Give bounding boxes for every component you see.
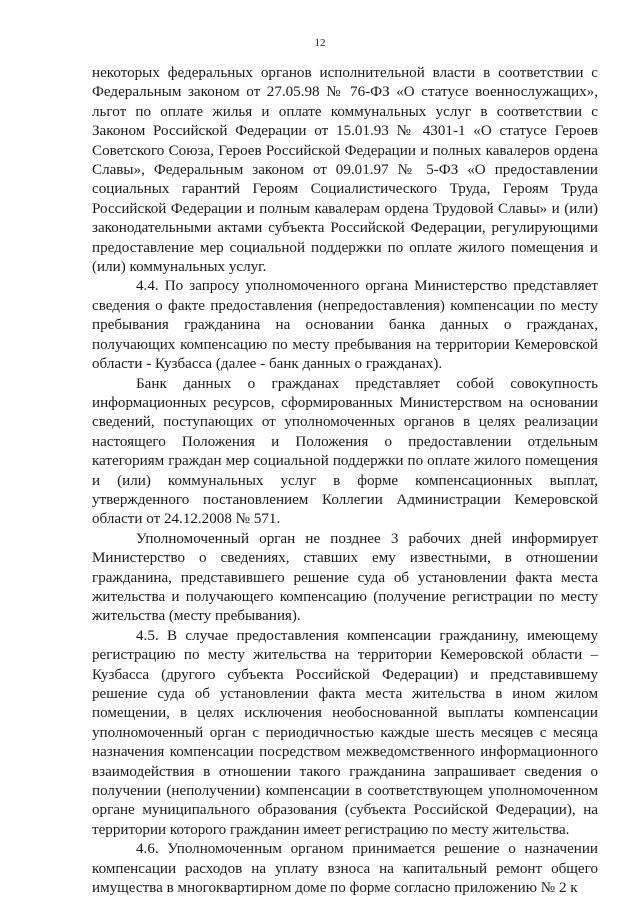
- document-body: [92, 64, 598, 898]
- paragraph-4-5: 4.5. В случае предоставления компенсации гражданину, имеющему регистрацию по месту жительства на территории Кемеровской области – Кузбасса (другого субъекта Российской Федерации) и представившему решение суда об установлении факта места жительства в ином жилом помещении, в целях исключения необоснованной выплаты компенсации уполномоченный орган с периодичностью каждые шесть месяцев с месяца назначения компенсации посредством межведомственного информационного взаимодействия в отношении такого гражданина запрашивает сведения о получении (неполучении) компенсации в соответствующем уполномоченном органе муниципального образования (субъекта Российской Федерации), на территории которого гражданин имеет регистрацию по месту жительства.: [92, 627, 598, 838]
- paragraph-data-bank: Банк данных о гражданах представляет собой совокупность информационных ресурсов, сформированных Министерством на основании сведений, поступающих от уполномоченных органов в целях реализации настоящего Положения и Положения о предоставлении отдельным категориям граждан мер социальной поддержки по оплате жилого помещения и (или) коммунальных услуг в форме компенсационных выплат, утвержденного постановлением Коллегии Администрации Кемеровской области от 24.12.2008 № 571.: [92, 375, 598, 528]
- paragraph-authorized-body: Уполномоченный орган не позднее 3 рабочих дней информирует Министерство о сведениях, ставших ему известными, в отношении гражданина, представившего решение суда об установлении факта места жительства и получающего компенсацию (получение регистрации по месту жительства (месту пребывания).: [92, 530, 598, 625]
- paragraph-continuation: некоторых федеральных органов исполнительной власти в соответствии с Федеральным законом от 27.05.98 № 76-ФЗ «О статусе военнослужащих», льгот по оплате жилья и оплате коммунальных услуг в соответствии с Законом Российской Федерации от 15.01.93 № 4301-1 «О статусе Героев Советского Союза, Героев Российской Федерации и полных кавалеров ордена Славы», Федеральным законом от 09.01.97 № 5-ФЗ «О предоставлении социальных гарантий Героям Социалистического Труда, Героям Труда Российской Федерации и полным кавалерам ордена Трудовой Славы» и (или) законодательными актами субъекта Российской Федерации, регулирующими предоставление мер социальной поддержки по оплате жилого помещения и (или) коммунальных услуг.: [92, 65, 598, 276]
- page-number: 12: [314, 37, 326, 49]
- paragraph-4-4: 4.4. По запросу уполномоченного органа Министерство представляет сведения о факте предоставления (непредоставления) компенсации по месту пребывания гражданина на основании банка данных о гражданах, получающих компенсацию по месту пребывания на территории Кемеровской области - Кузбасса (далее - банк данных о гражданах).: [92, 278, 598, 373]
- paragraph-4-6: 4.6. Уполномоченным органом принимается решение о назначении компенсации расходов на уплату взноса на капитальный ремонт общего имущества в многоквартирном доме по форме согласно приложению № 2 к: [92, 841, 598, 897]
